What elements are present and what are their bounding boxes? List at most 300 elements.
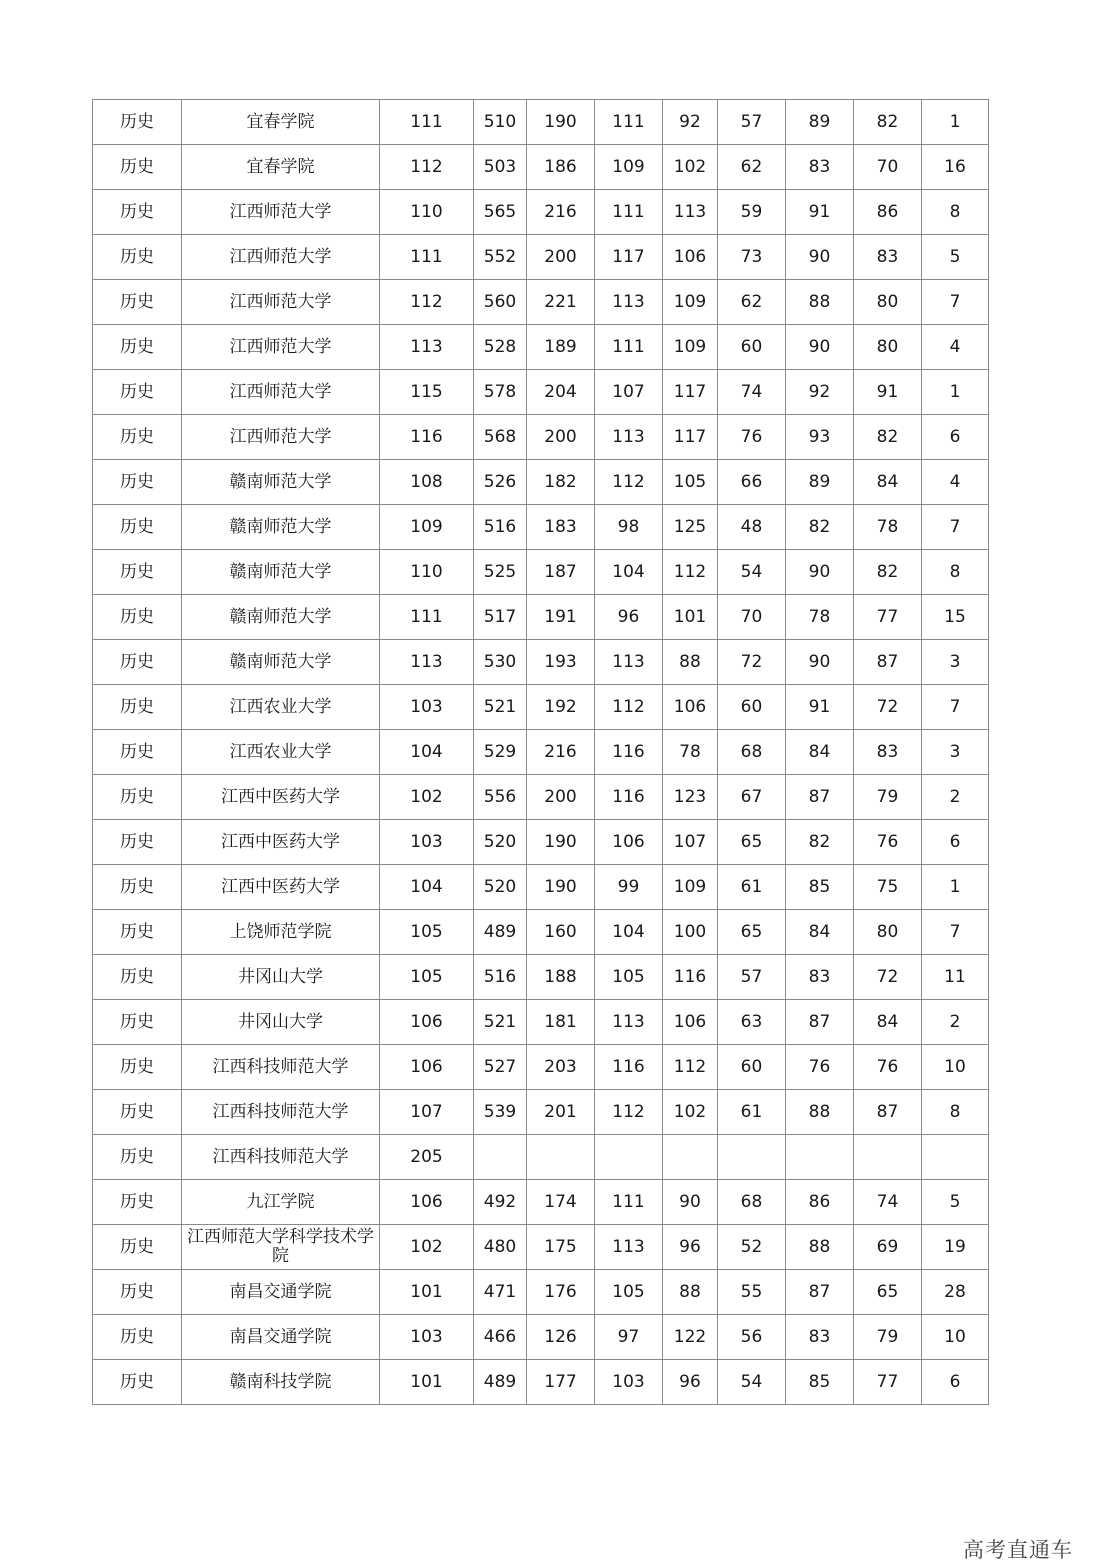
table-cell: 101 [663, 595, 718, 640]
table-cell: 91 [854, 370, 922, 415]
table-cell: 历史 [93, 1360, 182, 1405]
table-cell: 28 [922, 1270, 989, 1315]
table-cell: 115 [380, 370, 474, 415]
table-row [93, 145, 989, 190]
table-cell: 江西科技师范大学 [182, 1135, 380, 1180]
table-row [93, 820, 989, 865]
table-cell: 4 [922, 325, 989, 370]
table-cell: 历史 [93, 190, 182, 235]
table-cell: 116 [595, 730, 663, 775]
table-cell: 88 [786, 1225, 854, 1270]
table-cell: 186 [527, 145, 595, 190]
table-cell: 556 [474, 775, 527, 820]
table-cell: 82 [786, 505, 854, 550]
table-cell: 528 [474, 325, 527, 370]
table-cell: 106 [663, 685, 718, 730]
table-row [93, 955, 989, 1000]
table-cell: 117 [595, 235, 663, 280]
table-cell: 江西农业大学 [182, 685, 380, 730]
table-cell: 历史 [93, 1000, 182, 1045]
table-cell: 79 [854, 1315, 922, 1360]
table-cell: 江西师范大学 [182, 280, 380, 325]
table-cell: 历史 [93, 775, 182, 820]
table-cell: 175 [527, 1225, 595, 1270]
table-cell: 109 [663, 865, 718, 910]
table-cell: 113 [595, 280, 663, 325]
table-cell: 111 [595, 1180, 663, 1225]
table-cell: 57 [718, 100, 786, 145]
table-cell: 76 [718, 415, 786, 460]
table-row [93, 685, 989, 730]
table-cell: 117 [663, 415, 718, 460]
table-cell: 110 [380, 190, 474, 235]
table-row [93, 370, 989, 415]
table-cell: 62 [718, 280, 786, 325]
table-cell: 201 [527, 1090, 595, 1135]
watermark-text: 高考直通车 [963, 1538, 1073, 1562]
table-cell: 480 [474, 1225, 527, 1270]
table-row [93, 910, 989, 955]
table-cell: 6 [922, 415, 989, 460]
table-cell: 61 [718, 865, 786, 910]
table-cell: 1 [922, 865, 989, 910]
table-cell: 85 [786, 865, 854, 910]
table-cell: 65 [854, 1270, 922, 1315]
table-cell: 78 [663, 730, 718, 775]
table-cell: 54 [718, 550, 786, 595]
table-cell: 江西中医药大学 [182, 775, 380, 820]
table-cell: 76 [854, 820, 922, 865]
table-cell: 68 [718, 1180, 786, 1225]
table-cell: 107 [380, 1090, 474, 1135]
table-cell: 60 [718, 1045, 786, 1090]
table-cell: 历史 [93, 1045, 182, 1090]
table-cell: 552 [474, 235, 527, 280]
table-cell: 183 [527, 505, 595, 550]
table-cell: 历史 [93, 1135, 182, 1180]
table-cell: 93 [786, 415, 854, 460]
table-cell: 182 [527, 460, 595, 505]
table-cell: 204 [527, 370, 595, 415]
table-cell: 江西科技师范大学 [182, 1045, 380, 1090]
table-cell: 1 [922, 370, 989, 415]
table-cell: 79 [854, 775, 922, 820]
table-cell: 65 [718, 910, 786, 955]
table-cell: 87 [786, 1000, 854, 1045]
table-cell: 88 [786, 280, 854, 325]
table-cell: 江西农业大学 [182, 730, 380, 775]
table-cell: 井冈山大学 [182, 955, 380, 1000]
table-cell: 489 [474, 910, 527, 955]
table-cell: 62 [718, 145, 786, 190]
table-cell: 66 [718, 460, 786, 505]
table-cell: 九江学院 [182, 1180, 380, 1225]
table-cell: 109 [663, 280, 718, 325]
table-cell: 91 [786, 190, 854, 235]
table-cell: 568 [474, 415, 527, 460]
table-cell: 48 [718, 505, 786, 550]
table-cell: 174 [527, 1180, 595, 1225]
table-cell: 191 [527, 595, 595, 640]
table-cell [718, 1135, 786, 1180]
table-cell [663, 1135, 718, 1180]
table-cell: 100 [663, 910, 718, 955]
table-cell: 2 [922, 775, 989, 820]
table-cell: 104 [380, 730, 474, 775]
table-cell: 78 [786, 595, 854, 640]
table-cell: 上饶师范学院 [182, 910, 380, 955]
table-row [93, 865, 989, 910]
table-cell: 5 [922, 1180, 989, 1225]
table-cell: 7 [922, 685, 989, 730]
table-cell: 历史 [93, 685, 182, 730]
table-cell: 108 [380, 460, 474, 505]
table-cell: 历史 [93, 280, 182, 325]
table-cell: 赣南师范大学 [182, 640, 380, 685]
table-cell: 87 [786, 1270, 854, 1315]
table-cell: 63 [718, 1000, 786, 1045]
table-cell: 江西师范大学 [182, 370, 380, 415]
table-cell: 南昌交通学院 [182, 1270, 380, 1315]
table-cell: 江西中医药大学 [182, 820, 380, 865]
table-cell: 125 [663, 505, 718, 550]
table-cell: 68 [718, 730, 786, 775]
table-cell: 江西师范大学 [182, 325, 380, 370]
table-cell: 516 [474, 505, 527, 550]
table-cell: 521 [474, 685, 527, 730]
table-cell: 8 [922, 190, 989, 235]
table-cell: 91 [786, 685, 854, 730]
table-cell: 16 [922, 145, 989, 190]
table-cell: 103 [380, 1315, 474, 1360]
table-cell: 61 [718, 1090, 786, 1135]
table-cell [527, 1135, 595, 1180]
table-cell: 105 [595, 955, 663, 1000]
table-cell: 历史 [93, 1315, 182, 1360]
table-cell: 72 [854, 685, 922, 730]
table-cell: 216 [527, 190, 595, 235]
table-cell: 111 [595, 190, 663, 235]
table-cell: 205 [380, 1135, 474, 1180]
table-cell: 106 [595, 820, 663, 865]
table-cell: 5 [922, 235, 989, 280]
table-cell: 102 [663, 145, 718, 190]
table-cell: 96 [663, 1225, 718, 1270]
table-cell: 57 [718, 955, 786, 1000]
table-cell: 历史 [93, 235, 182, 280]
table-cell: 7 [922, 910, 989, 955]
table-cell: 75 [854, 865, 922, 910]
table-cell: 83 [786, 145, 854, 190]
table-cell: 113 [380, 325, 474, 370]
table-cell: 宜春学院 [182, 145, 380, 190]
table-row [93, 595, 989, 640]
table-row [93, 190, 989, 235]
table-cell: 8 [922, 550, 989, 595]
table-cell [595, 1135, 663, 1180]
table-cell: 106 [380, 1000, 474, 1045]
table-cell: 510 [474, 100, 527, 145]
table-cell: 113 [380, 640, 474, 685]
table-cell: 90 [786, 235, 854, 280]
table-cell: 70 [718, 595, 786, 640]
table-cell: 116 [595, 775, 663, 820]
table-row [93, 1135, 989, 1180]
table-cell: 525 [474, 550, 527, 595]
table-cell: 83 [854, 235, 922, 280]
table-cell: 111 [380, 235, 474, 280]
table-cell: 122 [663, 1315, 718, 1360]
table-cell: 520 [474, 865, 527, 910]
table-cell: 221 [527, 280, 595, 325]
table-cell: 113 [595, 1225, 663, 1270]
table-cell: 19 [922, 1225, 989, 1270]
table-cell: 赣南师范大学 [182, 550, 380, 595]
table-cell: 7 [922, 505, 989, 550]
table-cell: 历史 [93, 730, 182, 775]
admission-score-table [92, 99, 989, 1405]
table-cell: 109 [380, 505, 474, 550]
table-cell: 77 [854, 595, 922, 640]
table-cell: 历史 [93, 460, 182, 505]
table-cell: 历史 [93, 370, 182, 415]
table-cell: 529 [474, 730, 527, 775]
table-cell: 106 [663, 1000, 718, 1045]
table-cell: 190 [527, 865, 595, 910]
table-cell: 历史 [93, 910, 182, 955]
table-cell: 11 [922, 955, 989, 1000]
table-cell: 江西师范大学科学技术学院 [182, 1225, 380, 1270]
table-cell: 65 [718, 820, 786, 865]
table-cell: 112 [595, 685, 663, 730]
table-cell: 82 [854, 415, 922, 460]
table-cell: 106 [663, 235, 718, 280]
table-cell: 74 [718, 370, 786, 415]
table-cell: 历史 [93, 1225, 182, 1270]
table-cell: 84 [854, 1000, 922, 1045]
table-row [93, 1315, 989, 1360]
table-cell: 88 [663, 1270, 718, 1315]
table-cell: 92 [663, 100, 718, 145]
table-cell: 15 [922, 595, 989, 640]
table-cell: 84 [854, 460, 922, 505]
table-cell [786, 1135, 854, 1180]
table-cell: 54 [718, 1360, 786, 1405]
table-cell: 190 [527, 100, 595, 145]
table-cell: 111 [595, 100, 663, 145]
table-cell: 86 [854, 190, 922, 235]
table-cell: 111 [595, 325, 663, 370]
table-cell: 102 [663, 1090, 718, 1135]
table-cell: 96 [663, 1360, 718, 1405]
table-cell [474, 1135, 527, 1180]
table-cell: 85 [786, 1360, 854, 1405]
table-cell: 200 [527, 415, 595, 460]
table-cell: 113 [595, 640, 663, 685]
table-cell: 80 [854, 325, 922, 370]
table-cell: 101 [380, 1270, 474, 1315]
table-cell: 江西科技师范大学 [182, 1090, 380, 1135]
table-cell: 107 [663, 820, 718, 865]
table-cell: 83 [854, 730, 922, 775]
table-cell: 101 [380, 1360, 474, 1405]
table-cell: 565 [474, 190, 527, 235]
table-cell: 历史 [93, 865, 182, 910]
table-cell: 112 [663, 550, 718, 595]
table-cell: 72 [854, 955, 922, 1000]
table-cell: 96 [595, 595, 663, 640]
table-row [93, 1360, 989, 1405]
table-cell: 80 [854, 280, 922, 325]
table-cell: 55 [718, 1270, 786, 1315]
table-cell: 526 [474, 460, 527, 505]
table-row [93, 1090, 989, 1135]
table-cell: 88 [663, 640, 718, 685]
table-cell: 90 [786, 325, 854, 370]
table-cell: 88 [786, 1090, 854, 1135]
table-cell: 102 [380, 1225, 474, 1270]
table-cell: 105 [380, 910, 474, 955]
table-cell: 503 [474, 145, 527, 190]
table-cell: 112 [595, 1090, 663, 1135]
table-cell: 83 [786, 955, 854, 1000]
table-row [93, 460, 989, 505]
table-cell: 井冈山大学 [182, 1000, 380, 1045]
table-cell: 历史 [93, 415, 182, 460]
table-cell: 历史 [93, 1180, 182, 1225]
table-row [93, 640, 989, 685]
table-cell: 200 [527, 235, 595, 280]
table-cell: 578 [474, 370, 527, 415]
table-cell: 10 [922, 1315, 989, 1360]
table-cell: 112 [595, 460, 663, 505]
table-cell: 历史 [93, 820, 182, 865]
table-cell: 90 [786, 550, 854, 595]
table-cell: 216 [527, 730, 595, 775]
table-cell: 112 [380, 280, 474, 325]
table-cell: 109 [595, 145, 663, 190]
table-cell: 69 [854, 1225, 922, 1270]
table-cell: 520 [474, 820, 527, 865]
table-cell: 90 [786, 640, 854, 685]
table-cell: 82 [854, 100, 922, 145]
table-cell: 105 [595, 1270, 663, 1315]
table-cell: 4 [922, 460, 989, 505]
table-cell: 56 [718, 1315, 786, 1360]
table-cell: 203 [527, 1045, 595, 1090]
table-body [93, 100, 989, 1405]
table-row [93, 1180, 989, 1225]
table-cell: 78 [854, 505, 922, 550]
table-cell: 123 [663, 775, 718, 820]
table-row [93, 235, 989, 280]
table-cell: 117 [663, 370, 718, 415]
table-cell: 103 [595, 1360, 663, 1405]
table-cell: 67 [718, 775, 786, 820]
table-cell: 历史 [93, 955, 182, 1000]
table-cell: 赣南师范大学 [182, 505, 380, 550]
table-cell: 87 [854, 640, 922, 685]
table-cell: 107 [595, 370, 663, 415]
table-cell: 113 [663, 190, 718, 235]
table-cell: 历史 [93, 100, 182, 145]
table-cell: 52 [718, 1225, 786, 1270]
table-cell: 103 [380, 820, 474, 865]
table-cell: 江西师范大学 [182, 415, 380, 460]
table-cell: 193 [527, 640, 595, 685]
table-cell: 历史 [93, 325, 182, 370]
table-cell: 历史 [93, 550, 182, 595]
table-cell: 110 [380, 550, 474, 595]
table-cell: 历史 [93, 595, 182, 640]
table-cell: 188 [527, 955, 595, 1000]
table-cell: 105 [663, 460, 718, 505]
table-cell: 2 [922, 1000, 989, 1045]
table-cell: 76 [854, 1045, 922, 1090]
table-cell: 宜春学院 [182, 100, 380, 145]
table-cell: 109 [663, 325, 718, 370]
table-row [93, 1270, 989, 1315]
table-cell: 77 [854, 1360, 922, 1405]
table-cell: 60 [718, 685, 786, 730]
table-cell: 99 [595, 865, 663, 910]
table-cell: 历史 [93, 640, 182, 685]
table-cell: 111 [380, 595, 474, 640]
table-cell: 530 [474, 640, 527, 685]
table-cell: 86 [786, 1180, 854, 1225]
table-cell: 赣南师范大学 [182, 595, 380, 640]
table-cell: 南昌交通学院 [182, 1315, 380, 1360]
table-cell: 105 [380, 955, 474, 1000]
table-cell: 10 [922, 1045, 989, 1090]
table-cell: 6 [922, 1360, 989, 1405]
table-cell: 97 [595, 1315, 663, 1360]
table-cell: 116 [663, 955, 718, 1000]
table-row [93, 1000, 989, 1045]
table-cell: 89 [786, 100, 854, 145]
table-cell: 112 [380, 145, 474, 190]
table-cell: 历史 [93, 145, 182, 190]
table-cell: 113 [595, 1000, 663, 1045]
table-cell: 539 [474, 1090, 527, 1135]
table-cell: 80 [854, 910, 922, 955]
table-cell: 181 [527, 1000, 595, 1045]
table-cell: 106 [380, 1180, 474, 1225]
table-cell: 历史 [93, 505, 182, 550]
table-cell: 70 [854, 145, 922, 190]
table-cell: 177 [527, 1360, 595, 1405]
table-row [93, 505, 989, 550]
table-row [93, 325, 989, 370]
table-cell: 72 [718, 640, 786, 685]
table-cell: 103 [380, 685, 474, 730]
table-cell: 73 [718, 235, 786, 280]
table-cell: 3 [922, 730, 989, 775]
table-cell: 90 [663, 1180, 718, 1225]
table-cell: 7 [922, 280, 989, 325]
table-cell: 116 [380, 415, 474, 460]
table-cell: 516 [474, 955, 527, 1000]
table-row [93, 100, 989, 145]
table-cell: 106 [380, 1045, 474, 1090]
table-cell: 江西师范大学 [182, 190, 380, 235]
table-cell: 116 [595, 1045, 663, 1090]
table-cell: 160 [527, 910, 595, 955]
table-cell: 84 [786, 910, 854, 955]
table-cell: 76 [786, 1045, 854, 1090]
table-cell [854, 1135, 922, 1180]
table-cell: 历史 [93, 1090, 182, 1135]
